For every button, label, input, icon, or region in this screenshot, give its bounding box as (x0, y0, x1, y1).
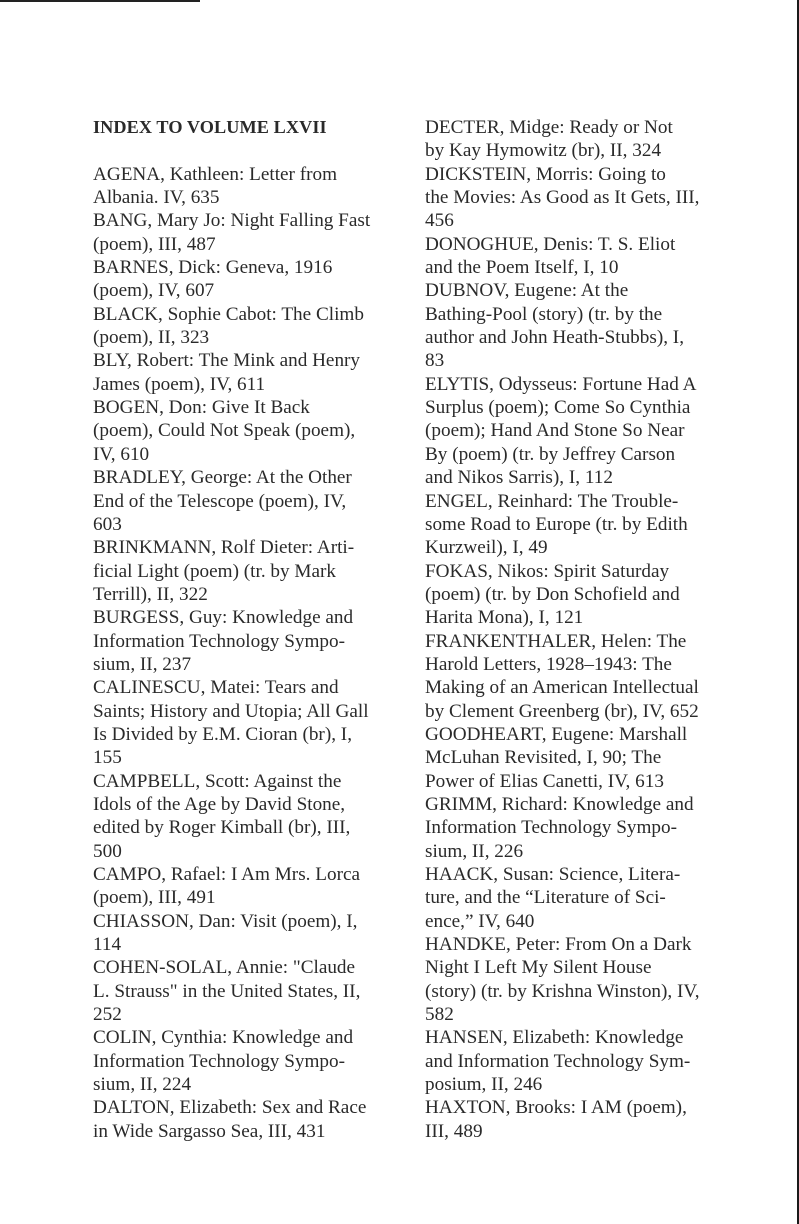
index-entry-line: ENGEL, Reinhard: The Trouble- (425, 490, 679, 512)
index-entry (93, 863, 411, 910)
index-entry-line: sium, II, 224 (93, 1074, 192, 1096)
right-entries (425, 116, 743, 1143)
index-entry-line: DONOGHUE, Denis: T. S. Eliot (425, 233, 676, 255)
index-entry (425, 933, 743, 1026)
index-entry-line: 252 (93, 1004, 122, 1026)
index-entry-line: Albania. IV, 635 (93, 187, 220, 209)
index-entry-line: AGENA, Kathleen: Letter from (93, 163, 338, 185)
index-entry (425, 863, 743, 933)
index-entry-line: CALINESCU, Matei: Tears and (93, 677, 339, 699)
index-entry-line: posium, II, 246 (425, 1074, 543, 1096)
index-entry-line: CAMPO, Rafael: I Am Mrs. Lorca (93, 864, 360, 885)
index-entry-line: by Kay Hymowitz (br), II, 324 (425, 140, 662, 162)
index-entry-line: and the Poem Itself, I, 10 (425, 257, 619, 279)
index-entry (425, 793, 743, 863)
index-entry (93, 1026, 411, 1096)
index-entry-line: Making of an American Intellectual (425, 677, 699, 699)
index-entry (93, 256, 411, 303)
index-entry-line: III, 489 (425, 1120, 483, 1142)
index-entry-line: IV, 610 (93, 443, 150, 465)
index-entry-line: some Road to Europe (tr. by Edith (425, 513, 688, 535)
index-entry-line: ficial Light (poem) (tr. by Mark (93, 560, 336, 582)
index-entry-line: James (poem), IV, 611 (93, 373, 266, 395)
index-column-right (425, 116, 743, 1143)
index-entry-line: BLACK, Sophie Cabot: The Climb (93, 303, 364, 325)
index-entry-line: (poem), IV, 607 (93, 280, 215, 302)
index-entry (93, 163, 411, 210)
index-entry-line: ELYTIS, Odysseus: Fortune Had A (425, 373, 697, 395)
index-entry-line: DALTON, Elizabeth: Sex and Race (93, 1097, 367, 1119)
index-entry-line: by Clement Greenberg (br), IV, 652 (425, 700, 699, 722)
index-entry-line: BLY, Robert: The Mink and Henry (93, 350, 361, 372)
index-entry (425, 490, 743, 560)
index-entry-line: Bathing-Pool (story) (tr. by the (425, 303, 663, 325)
index-entry-line: Surplus (poem); Come So Cynthia (425, 397, 691, 419)
index-entry-line: DECTER, Midge: Ready or Not (425, 117, 673, 138)
index-entry-line: CHIASSON, Dan: Visit (poem), I, (93, 910, 358, 932)
index-entry (93, 606, 411, 676)
index-entry-line: 456 (425, 210, 454, 232)
index-entry-line: Power of Elias Canetti, IV, 613 (425, 770, 664, 792)
index-entry-line: Idols of the Age by David Stone, (93, 793, 346, 815)
index-entry-line: Terrill), II, 322 (93, 583, 208, 605)
index-entry-line: (story) (tr. by Krishna Winston), IV, (425, 980, 700, 1002)
index-entry (425, 373, 743, 490)
index-entry (93, 1096, 411, 1143)
index-entry-line: L. Strauss" in the United States, II, (93, 980, 361, 1002)
index-entry (425, 560, 743, 630)
index-entry-line: 83 (425, 350, 445, 372)
index-entry-line: COHEN-SOLAL, Annie: "Claude (93, 957, 356, 979)
index-entry-line: in Wide Sargasso Sea, III, 431 (93, 1120, 326, 1142)
index-entry (93, 466, 411, 536)
index-entry-line: FOKAS, Nikos: Spirit Saturday (425, 560, 670, 582)
index-entry-line: GRIMM, Richard: Knowledge and (425, 793, 694, 815)
index-entry-line: sium, II, 226 (425, 840, 524, 862)
index-entry-line: CAMPBELL, Scott: Against the (93, 770, 342, 792)
index-entry-line: edited by Roger Kimball (br), III, (93, 817, 351, 839)
index-entry-line: 582 (425, 1004, 454, 1026)
index-entry-line: Information Technology Sympo- (425, 817, 677, 839)
index-entry-line: (poem), II, 323 (93, 327, 210, 349)
index-entry-line: HAXTON, Brooks: I AM (poem), (425, 1097, 687, 1119)
index-entry-line: BRINKMANN, Rolf Dieter: Arti- (93, 537, 355, 559)
index-entry-line: BANG, Mary Jo: Night Falling Fast (93, 210, 371, 232)
index-entry-line: 603 (93, 513, 122, 535)
index-entry-line: BURGESS, Guy: Knowledge and (93, 607, 354, 629)
index-entry-line: FRANKENTHALER, Helen: The (425, 630, 687, 652)
index-entry (93, 349, 411, 396)
index-entry (425, 116, 743, 163)
index-entry-line: the Movies: As Good as It Gets, III, (425, 187, 700, 209)
index-entry-line: (poem); Hand And Stone So Near (425, 420, 685, 442)
index-entry (425, 279, 743, 372)
index-entry-line: sium, II, 237 (93, 653, 192, 675)
index-entry (93, 910, 411, 957)
index-entry-line: (poem) (tr. by Don Schofield and (425, 583, 680, 605)
index-entry-line: DICKSTEIN, Morris: Going to (425, 163, 666, 185)
index-entry-line: Harold Letters, 1928–1943: The (425, 653, 672, 675)
index-entry (93, 770, 411, 863)
index-entry (425, 630, 743, 723)
index-entry (93, 956, 411, 1026)
index-entry (93, 209, 411, 256)
index-entry (425, 1026, 743, 1096)
index-entry-line: BARNES, Dick: Geneva, 1916 (93, 257, 333, 279)
index-column-left (93, 116, 411, 1143)
index-entry (93, 303, 411, 350)
index-entry-line: (poem), Could Not Speak (poem), (93, 420, 356, 442)
index-entry-line: 114 (93, 934, 122, 956)
index-entry-line: HAACK, Susan: Science, Litera- (425, 864, 681, 885)
index-entry-line: Harita Mona), I, 121 (425, 607, 584, 629)
index-entry-line: ture, and the “Literature of Sci- (425, 887, 666, 909)
index-entry (93, 536, 411, 606)
index-entry-line: McLuhan Revisited, I, 90; The (425, 747, 662, 769)
left-entries (93, 163, 411, 1143)
index-entry-line: ence,” IV, 640 (425, 910, 535, 932)
index-entry-line: Information Technology Sympo- (93, 1050, 345, 1072)
index-entry (93, 676, 411, 769)
index-entry (425, 163, 743, 233)
index-entry-line: By (poem) (tr. by Jeffrey Carson (425, 443, 676, 465)
index-entry-line: Night I Left My Silent House (425, 957, 652, 979)
index-entry-line: Kurzweil), I, 49 (425, 537, 548, 559)
top-left-rule (0, 0, 200, 2)
index-entry-line: COLIN, Cynthia: Knowledge and (93, 1027, 354, 1049)
index-entry-line: HANSEN, Elizabeth: Knowledge (425, 1027, 684, 1049)
index-entry-line: Information Technology Sympo- (93, 630, 345, 652)
index-entry (93, 396, 411, 466)
index-entry-line: GOODHEART, Eugene: Marshall (425, 723, 688, 745)
index-entry (425, 1096, 743, 1143)
index-entry (425, 233, 743, 280)
index-entry-line: HANDKE, Peter: From On a Dark (425, 934, 692, 956)
index-entry-line: Saints; History and Utopia; All Gall (93, 700, 369, 722)
index-entry (425, 723, 743, 793)
index-entry-line: 155 (93, 747, 122, 769)
index-entry-line: author and John Heath-Stubbs), I, (425, 327, 684, 349)
index-heading: INDEX TO VOLUME LXVII (93, 117, 327, 137)
index-entry-line: Is Divided by E.M. Cioran (br), I, (93, 723, 352, 745)
index-entry-line: DUBNOV, Eugene: At the (425, 280, 629, 302)
index-entry-line: and Information Technology Sym- (425, 1050, 691, 1072)
index-entry-line: (poem), III, 491 (93, 887, 216, 909)
index-entry-line: End of the Telescope (poem), IV, (93, 490, 347, 512)
index-entry-line: BRADLEY, George: At the Other (93, 467, 352, 489)
index-entry-line: BOGEN, Don: Give It Back (93, 397, 310, 419)
index-entry-line: (poem), III, 487 (93, 233, 216, 255)
index-entry-line: 500 (93, 840, 122, 862)
index-entry-line: and Nikos Sarris), I, 112 (425, 467, 613, 489)
